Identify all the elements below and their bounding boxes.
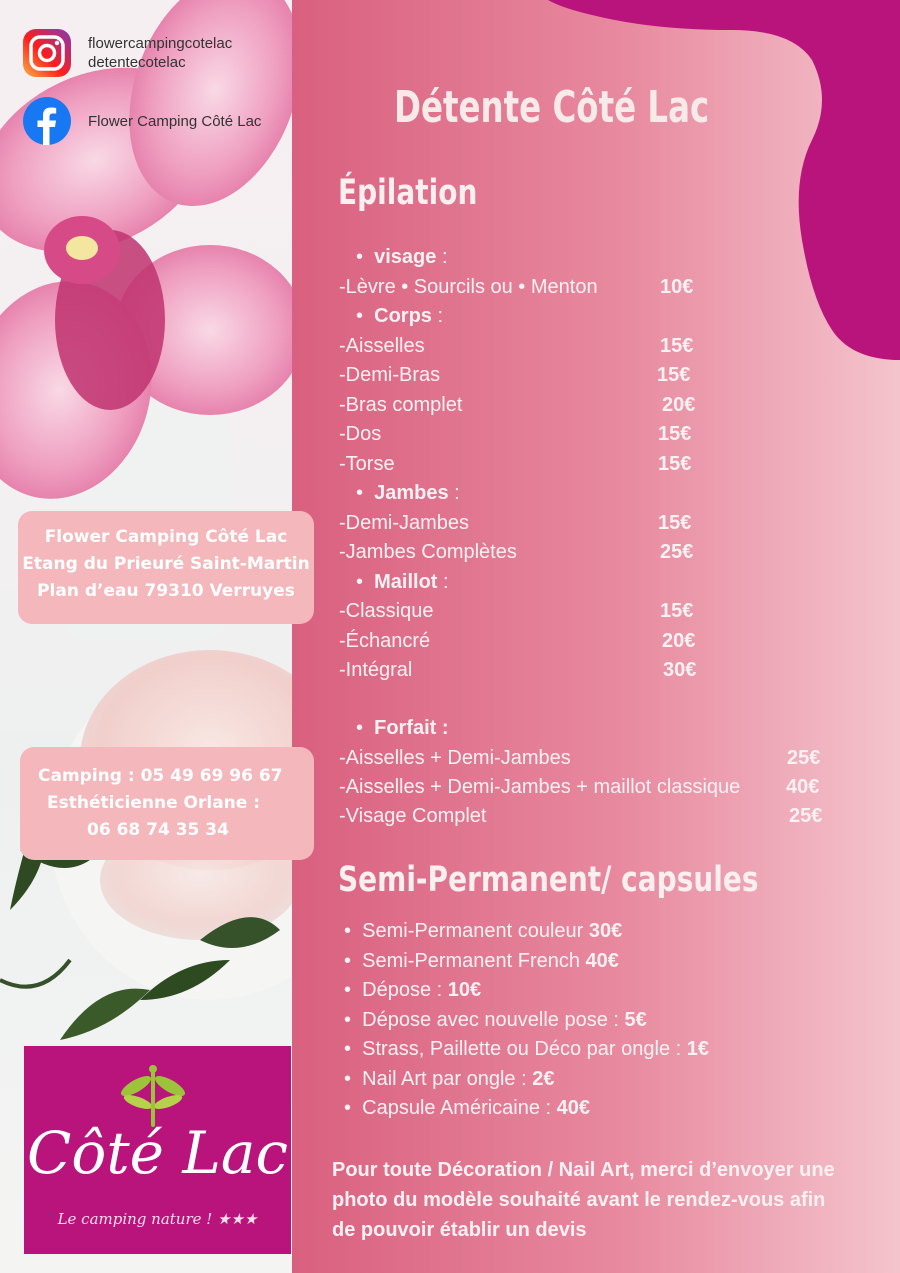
instagram-accounts (88, 34, 232, 72)
semi-item-price: 40€ (556, 1097, 591, 1119)
contact-card (20, 747, 314, 860)
service-price: 15€ (660, 335, 694, 357)
category-label: Jambes (374, 482, 449, 504)
esthetician-phone: 06 68 74 35 34 (87, 820, 229, 840)
semi-permanent-item: • Semi-Permanent French 40€ (344, 950, 619, 972)
forfait-label-item: -Aisselles + Demi-Jambes (339, 747, 571, 769)
semi-item-price: 5€ (624, 1009, 647, 1031)
semi-permanent-item: • Capsule Américaine : 40€ (344, 1097, 591, 1119)
instagram-account-1: flowercampingcotelac (88, 35, 233, 52)
category-maillot: • Maillot : (356, 571, 449, 593)
service-price: 15€ (658, 423, 692, 445)
semi-permanent-item: • Dépose : 10€ (344, 979, 482, 1001)
decoration-note: Pour toute Décoration / Nail Art, merci d’envoyer une photo du modèle souhaité avant le rendez-vous afin de pouvoir établir un devis (332, 1159, 835, 1241)
category-label: Maillot (374, 571, 438, 593)
service-price: 20€ (662, 394, 696, 416)
service-label: -Torse (339, 453, 395, 475)
semi-item-price: 30€ (588, 920, 623, 942)
service-label: -Demi-Bras (339, 364, 441, 386)
semi-item-label: Dépose avec nouvelle pose : (362, 1009, 625, 1031)
forfait-label: Forfait : (374, 717, 449, 739)
semi-item-price: 40€ (585, 950, 619, 972)
forfait-price: 25€ (787, 747, 821, 769)
semi-permanent-item: • Strass, Paillette ou Déco par ongle : 1€ (344, 1038, 709, 1060)
facebook-row[interactable] (22, 96, 261, 146)
service-label: -Échancré (339, 630, 431, 652)
service-price: 20€ (662, 630, 696, 652)
service-price: 15€ (658, 453, 692, 475)
forfait-price: 25€ (789, 805, 823, 827)
service-label: -Classique (339, 600, 434, 622)
instagram-row[interactable] (22, 28, 232, 78)
semi-item-price: 2€ (532, 1068, 555, 1090)
logo-name: Côté Lac (27, 1119, 288, 1187)
forfait-category: • Forfait : (356, 717, 449, 739)
category-label: Corps (374, 305, 432, 327)
facebook-page-name: Flower Camping Côté Lac (88, 112, 262, 130)
semi-item-label: Strass, Paillette ou Déco par ongle : (362, 1038, 687, 1060)
service-label: -Jambes Complètes (339, 541, 517, 563)
category-label: visage (374, 246, 437, 268)
epilation-heading: Épilation (338, 173, 478, 213)
service-price: 15€ (660, 600, 694, 622)
semi-permanent-item: • Semi-Permanent couleur 30€ (344, 920, 623, 942)
semi-item-label: Semi-Permanent French (362, 950, 586, 972)
address-line: Etang du Prieuré Saint-Martin (22, 554, 310, 574)
service-label: -Aisselles (339, 335, 425, 357)
semi-item-label: Capsule Américaine : (362, 1097, 557, 1119)
instagram-icon[interactable] (22, 28, 72, 78)
semi-item-price: 1€ (686, 1038, 709, 1060)
address-line: Plan d’eau 79310 Verruyes (37, 581, 295, 601)
forfait-price: 40€ (786, 776, 820, 798)
service-label: -Bras complet (339, 394, 463, 416)
service-price: 15€ (658, 512, 692, 534)
category-corps: • Corps : (356, 305, 444, 327)
facebook-icon[interactable] (22, 96, 72, 146)
logo-tagline: Le camping nature ! ★★★ (57, 1210, 258, 1228)
category-suffix: : (436, 246, 448, 268)
semi-item-label: Dépose : (362, 979, 448, 1001)
camping-phone: Camping : 05 49 69 96 67 (38, 766, 283, 786)
service-label: -Lèvre • Sourcils ou • Menton (339, 276, 598, 298)
cote-lac-logo (24, 1046, 291, 1254)
category-suffix: : (437, 571, 449, 593)
service-price: 10€ (660, 276, 694, 298)
esthetician-label: Esthéticienne Orlane : (47, 793, 261, 813)
service-price: 25€ (660, 541, 694, 563)
semi-item-price: 10€ (447, 979, 482, 1001)
semi-permanent-item: • Nail Art par ongle : 2€ (344, 1068, 555, 1090)
service-label: -Intégral (339, 659, 413, 681)
category-suffix: : (431, 305, 444, 327)
service-price: 30€ (663, 659, 697, 681)
category-suffix: : (448, 482, 460, 504)
semi-permanent-item: • Dépose avec nouvelle pose : 5€ (344, 1009, 647, 1031)
address-card (18, 511, 314, 624)
category-jambes: • Jambes : (356, 482, 460, 504)
service-label: -Dos (339, 423, 382, 445)
page-title: Détente Côté Lac (394, 82, 710, 133)
semi-item-label: Nail Art par ongle : (362, 1068, 533, 1090)
category-visage: • visage : (356, 246, 448, 268)
service-label: -Demi-Jambes (339, 512, 470, 534)
semi-permanent-heading: Semi-Permanent/ capsules (338, 860, 759, 900)
forfait-label-item: -Visage Complet (339, 805, 487, 827)
instagram-account-2: detentecotelac (88, 54, 186, 71)
forfait-label-item: -Aisselles + Demi-Jambes + maillot classique (339, 776, 741, 798)
service-price: 15€ (657, 364, 691, 386)
semi-item-label: Semi-Permanent couleur (362, 920, 589, 942)
address-line: Flower Camping Côté Lac (44, 527, 288, 547)
